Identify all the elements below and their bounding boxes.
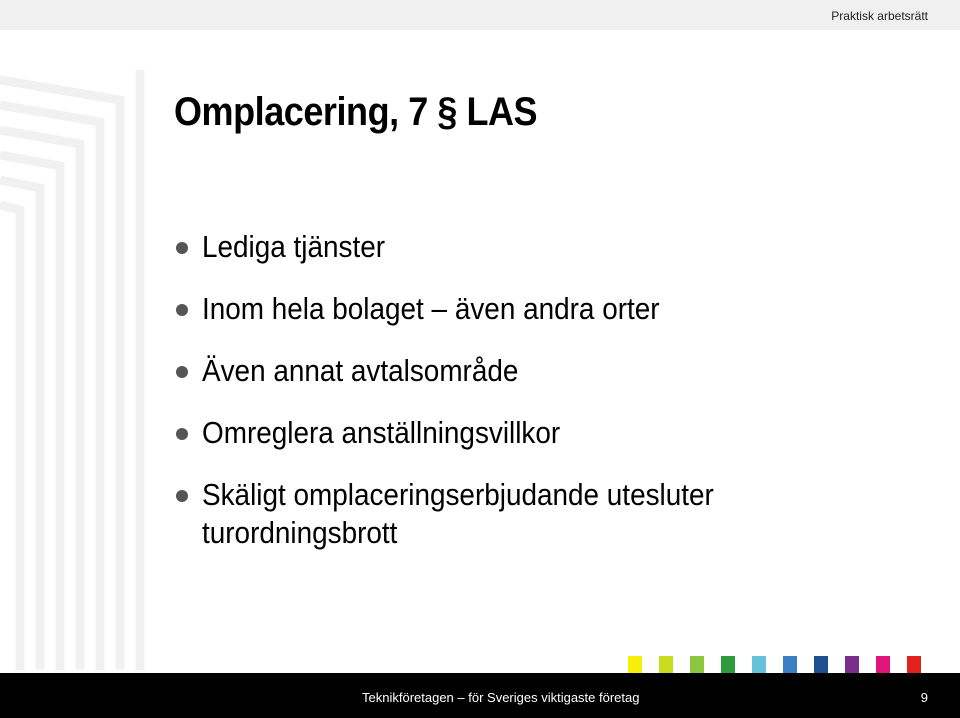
color-swatch <box>721 656 735 673</box>
bullet-list <box>174 228 894 576</box>
bullet-text: Skäligt omplaceringserbjudande utesluter turordningsbrott <box>202 477 714 550</box>
bullet-item <box>174 476 894 552</box>
footer-text: Teknikföretagen – för Sveriges viktigaste företag <box>362 690 640 705</box>
color-swatch <box>845 656 859 673</box>
bullet-item <box>174 414 894 452</box>
bullet-item <box>174 352 894 390</box>
slide-title: Omplacering, 7 § LAS <box>174 90 538 134</box>
brand-color-strip <box>628 656 938 673</box>
bullet-text: Lediga tjänster <box>202 229 386 264</box>
bullet-dot-icon <box>176 428 188 440</box>
bullet-text: Även annat avtalsområde <box>202 353 519 388</box>
color-swatch <box>814 656 828 673</box>
decorative-background-lines <box>0 70 170 670</box>
bullet-item <box>174 290 894 328</box>
color-swatch <box>659 656 673 673</box>
footer-bar <box>0 673 960 718</box>
bullet-text: Omreglera anställningsvillkor <box>202 415 561 450</box>
bullet-dot-icon <box>176 242 188 254</box>
header-label: Praktisk arbetsrätt <box>831 9 928 23</box>
bullet-dot-icon <box>176 366 188 378</box>
color-swatch <box>752 656 766 673</box>
page-number: 9 <box>920 690 928 705</box>
top-bar <box>0 0 960 30</box>
color-swatch <box>690 656 704 673</box>
bullet-text: Inom hela bolaget – även andra orter <box>202 291 660 326</box>
color-swatch <box>876 656 890 673</box>
bullet-dot-icon <box>176 304 188 316</box>
color-swatch <box>783 656 797 673</box>
color-swatch <box>907 656 921 673</box>
color-swatch <box>628 656 642 673</box>
bullet-item <box>174 228 894 266</box>
bullet-dot-icon <box>176 490 188 502</box>
